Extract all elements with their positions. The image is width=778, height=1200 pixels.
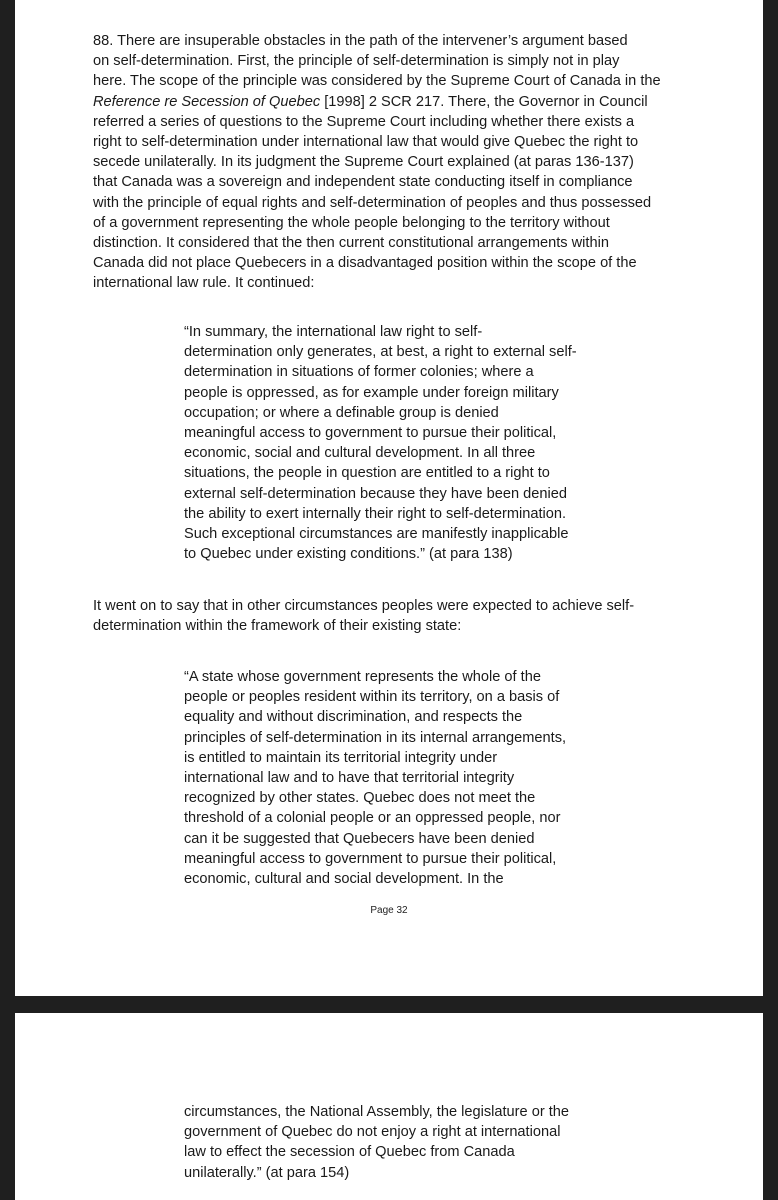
- text-line: of a government representing the whole people belonging to the territory without: [93, 214, 610, 231]
- text-line: “In summary, the international law right to self-: [184, 324, 483, 340]
- text-line: people is oppressed, as for example under foreign military: [184, 384, 559, 401]
- block-quote-continuation: [184, 1102, 569, 1183]
- text-line: principles of self-determination in its internal arrangements,: [184, 729, 567, 746]
- text-line: the ability to exert internally their right to self-determination.: [184, 505, 567, 522]
- text-line: referred a series of questions to the Supreme Court including whether there exists a: [93, 113, 635, 130]
- text-line: recognized by other states. Quebec does not meet the: [184, 790, 536, 807]
- text-line: threshold of a colonial people or an oppressed people, nor: [184, 810, 561, 827]
- text-line: situations, the people in question are entitled to a right to: [184, 465, 550, 482]
- text-line: Canada did not place Quebecers in a disadvantaged position within the scope of the: [93, 255, 637, 272]
- text-line: economic, cultural and social development. In the: [184, 871, 504, 888]
- paragraph-continuation: [93, 596, 634, 636]
- text-line: government of Quebec do not enjoy a right at international: [184, 1124, 561, 1141]
- document-page-33: [15, 1013, 763, 1200]
- text-line: determination within the framework of their existing state:: [93, 618, 462, 635]
- text-line: law to effect the secession of Quebec from Canada: [184, 1144, 515, 1161]
- text-line: secede unilaterally. In its judgment the Supreme Court explained (at paras 136-137): [93, 154, 634, 171]
- text-line: equality and without discrimination, and respects the: [184, 709, 523, 726]
- citation-rest: [1998] 2 SCR 217. There, the Governor in Council: [320, 93, 648, 110]
- text-line: people or peoples resident within its territory, on a basis of: [184, 689, 560, 706]
- document-page-32: [15, 0, 763, 996]
- text-line: is entitled to maintain its territorial integrity under: [184, 749, 498, 766]
- text-line: unilaterally.” (at para 154): [184, 1164, 350, 1181]
- text-line: with the principle of equal rights and self-determination of peoples and thus possessed: [93, 194, 652, 211]
- text-line: international law and to have that territorial integrity: [184, 770, 515, 787]
- text-line: to Quebec under existing conditions.” (at para 138): [184, 546, 513, 563]
- text-line: [93, 92, 661, 112]
- text-line: Such exceptional circumstances are manifestly inapplicable: [184, 526, 569, 543]
- page-number: Page 32: [370, 905, 408, 916]
- text-line: determination only generates, at best, a right to external self-: [184, 344, 577, 361]
- case-citation: Reference re Secession of Quebec: [93, 93, 321, 110]
- text-line: external self-determination because they have been denied: [184, 485, 567, 502]
- text-line: can it be suggested that Quebecers have been denied: [184, 830, 535, 847]
- text-line: right to self-determination under international law that would give Quebec the right to: [93, 134, 639, 151]
- block-quote-para-138: [184, 322, 577, 564]
- text-line: circumstances, the National Assembly, the legislature or the: [184, 1104, 570, 1120]
- text-line: economic, social and cultural development. In all three: [184, 445, 536, 462]
- text-line: occupation; or where a definable group is denied: [184, 404, 499, 421]
- text-line: 88. There are insuperable obstacles in the path of the intervener’s argument based: [93, 33, 628, 49]
- text-line: international law rule. It continued:: [93, 275, 315, 292]
- paragraph-88: [93, 31, 661, 294]
- text-line: on self-determination. First, the principle of self-determination is simply not in play: [93, 53, 620, 70]
- text-line: here. The scope of the principle was considered by the Supreme Court of Canada in the: [93, 73, 661, 90]
- text-line: “A state whose government represents the whole of the: [184, 669, 541, 685]
- text-line: meaningful access to government to pursue their political,: [184, 850, 557, 867]
- text-line: that Canada was a sovereign and independent state conducting itself in compliance: [93, 174, 633, 191]
- text-line: distinction. It considered that the then current constitutional arrangements within: [93, 235, 609, 252]
- block-quote-para-154: [184, 667, 566, 889]
- text-line: meaningful access to government to pursue their political,: [184, 425, 557, 442]
- text-line: It went on to say that in other circumstances peoples were expected to achieve self-: [93, 598, 635, 614]
- text-line: determination in situations of former colonies; where a: [184, 364, 534, 381]
